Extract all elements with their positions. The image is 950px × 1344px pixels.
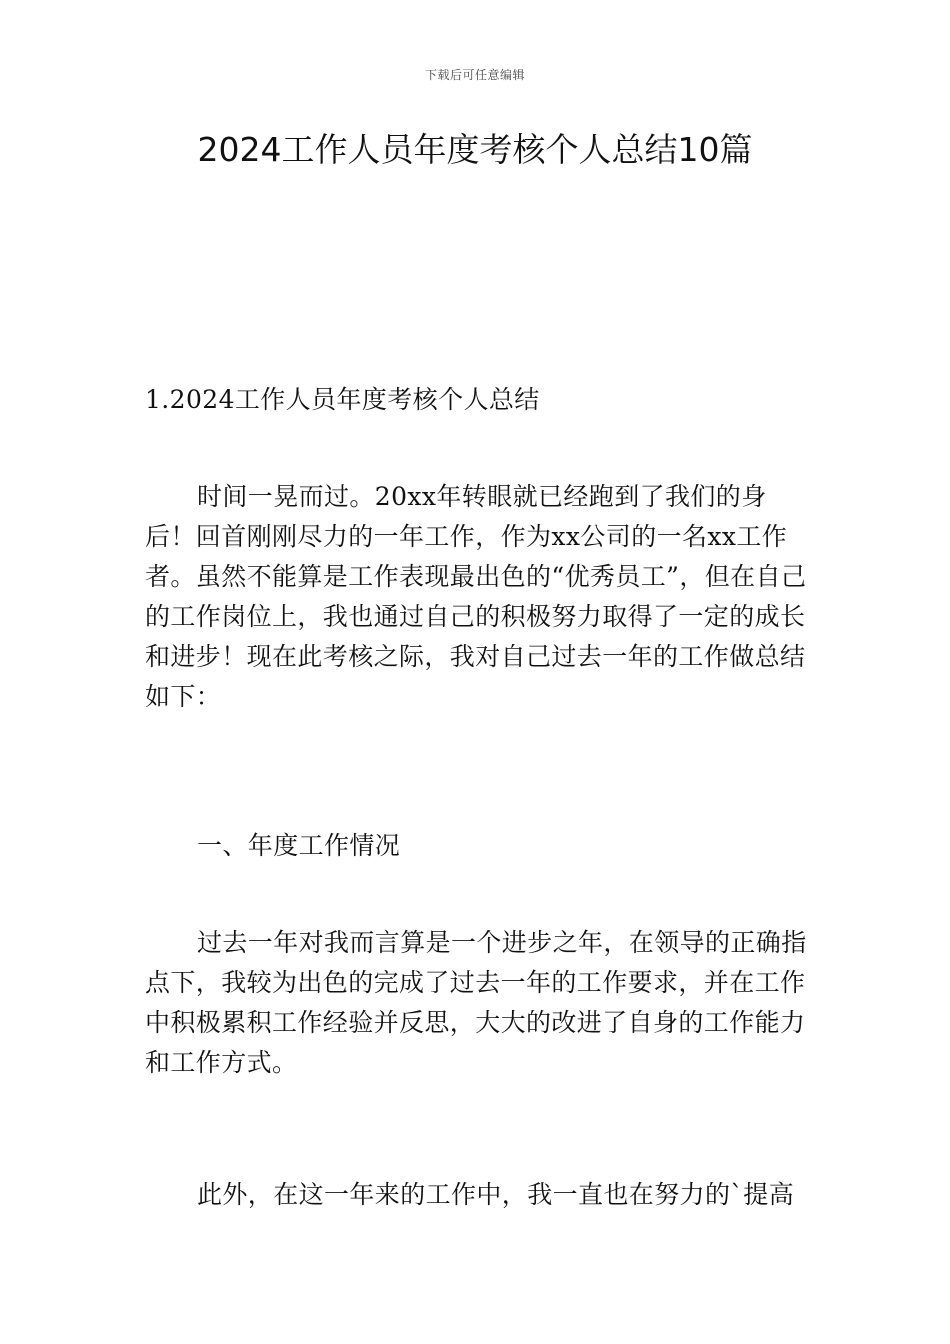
paragraph: 过去一年对我而言算是一个进步之年，在领导的正确指点下，我较为出色的完成了过去一年的工作要求，并在工作中积极累积工作经验并反思，大大的改进了自身的工作能力和工作方式。 [145, 928, 807, 1077]
paragraph: 时间一晃而过。20xx年转眼就已经跑到了我们的身后！回首刚刚尽力的一年工作，作为xx公司的一名xx工作者。虽然不能算是工作表现最出色的“优秀员工”，但在自己的工作岗位上，我也通过自己的积极努力取得了一定的成长和进步！现在此考核之际，我对自己过去一年的工作做总结如下： [145, 482, 807, 711]
section-title: 1.2024工作人员年度考核个人总结 [145, 385, 540, 414]
subsection-heading: 一、年度工作情况 [197, 831, 401, 860]
header-note: 下载后可任意编辑 [424, 68, 525, 82]
paragraph: 此外，在这一年来的工作中，我一直也在努力的`提高 [197, 1180, 795, 1209]
document-title: 2024工作人员年度考核个人总结10篇 [197, 130, 753, 169]
